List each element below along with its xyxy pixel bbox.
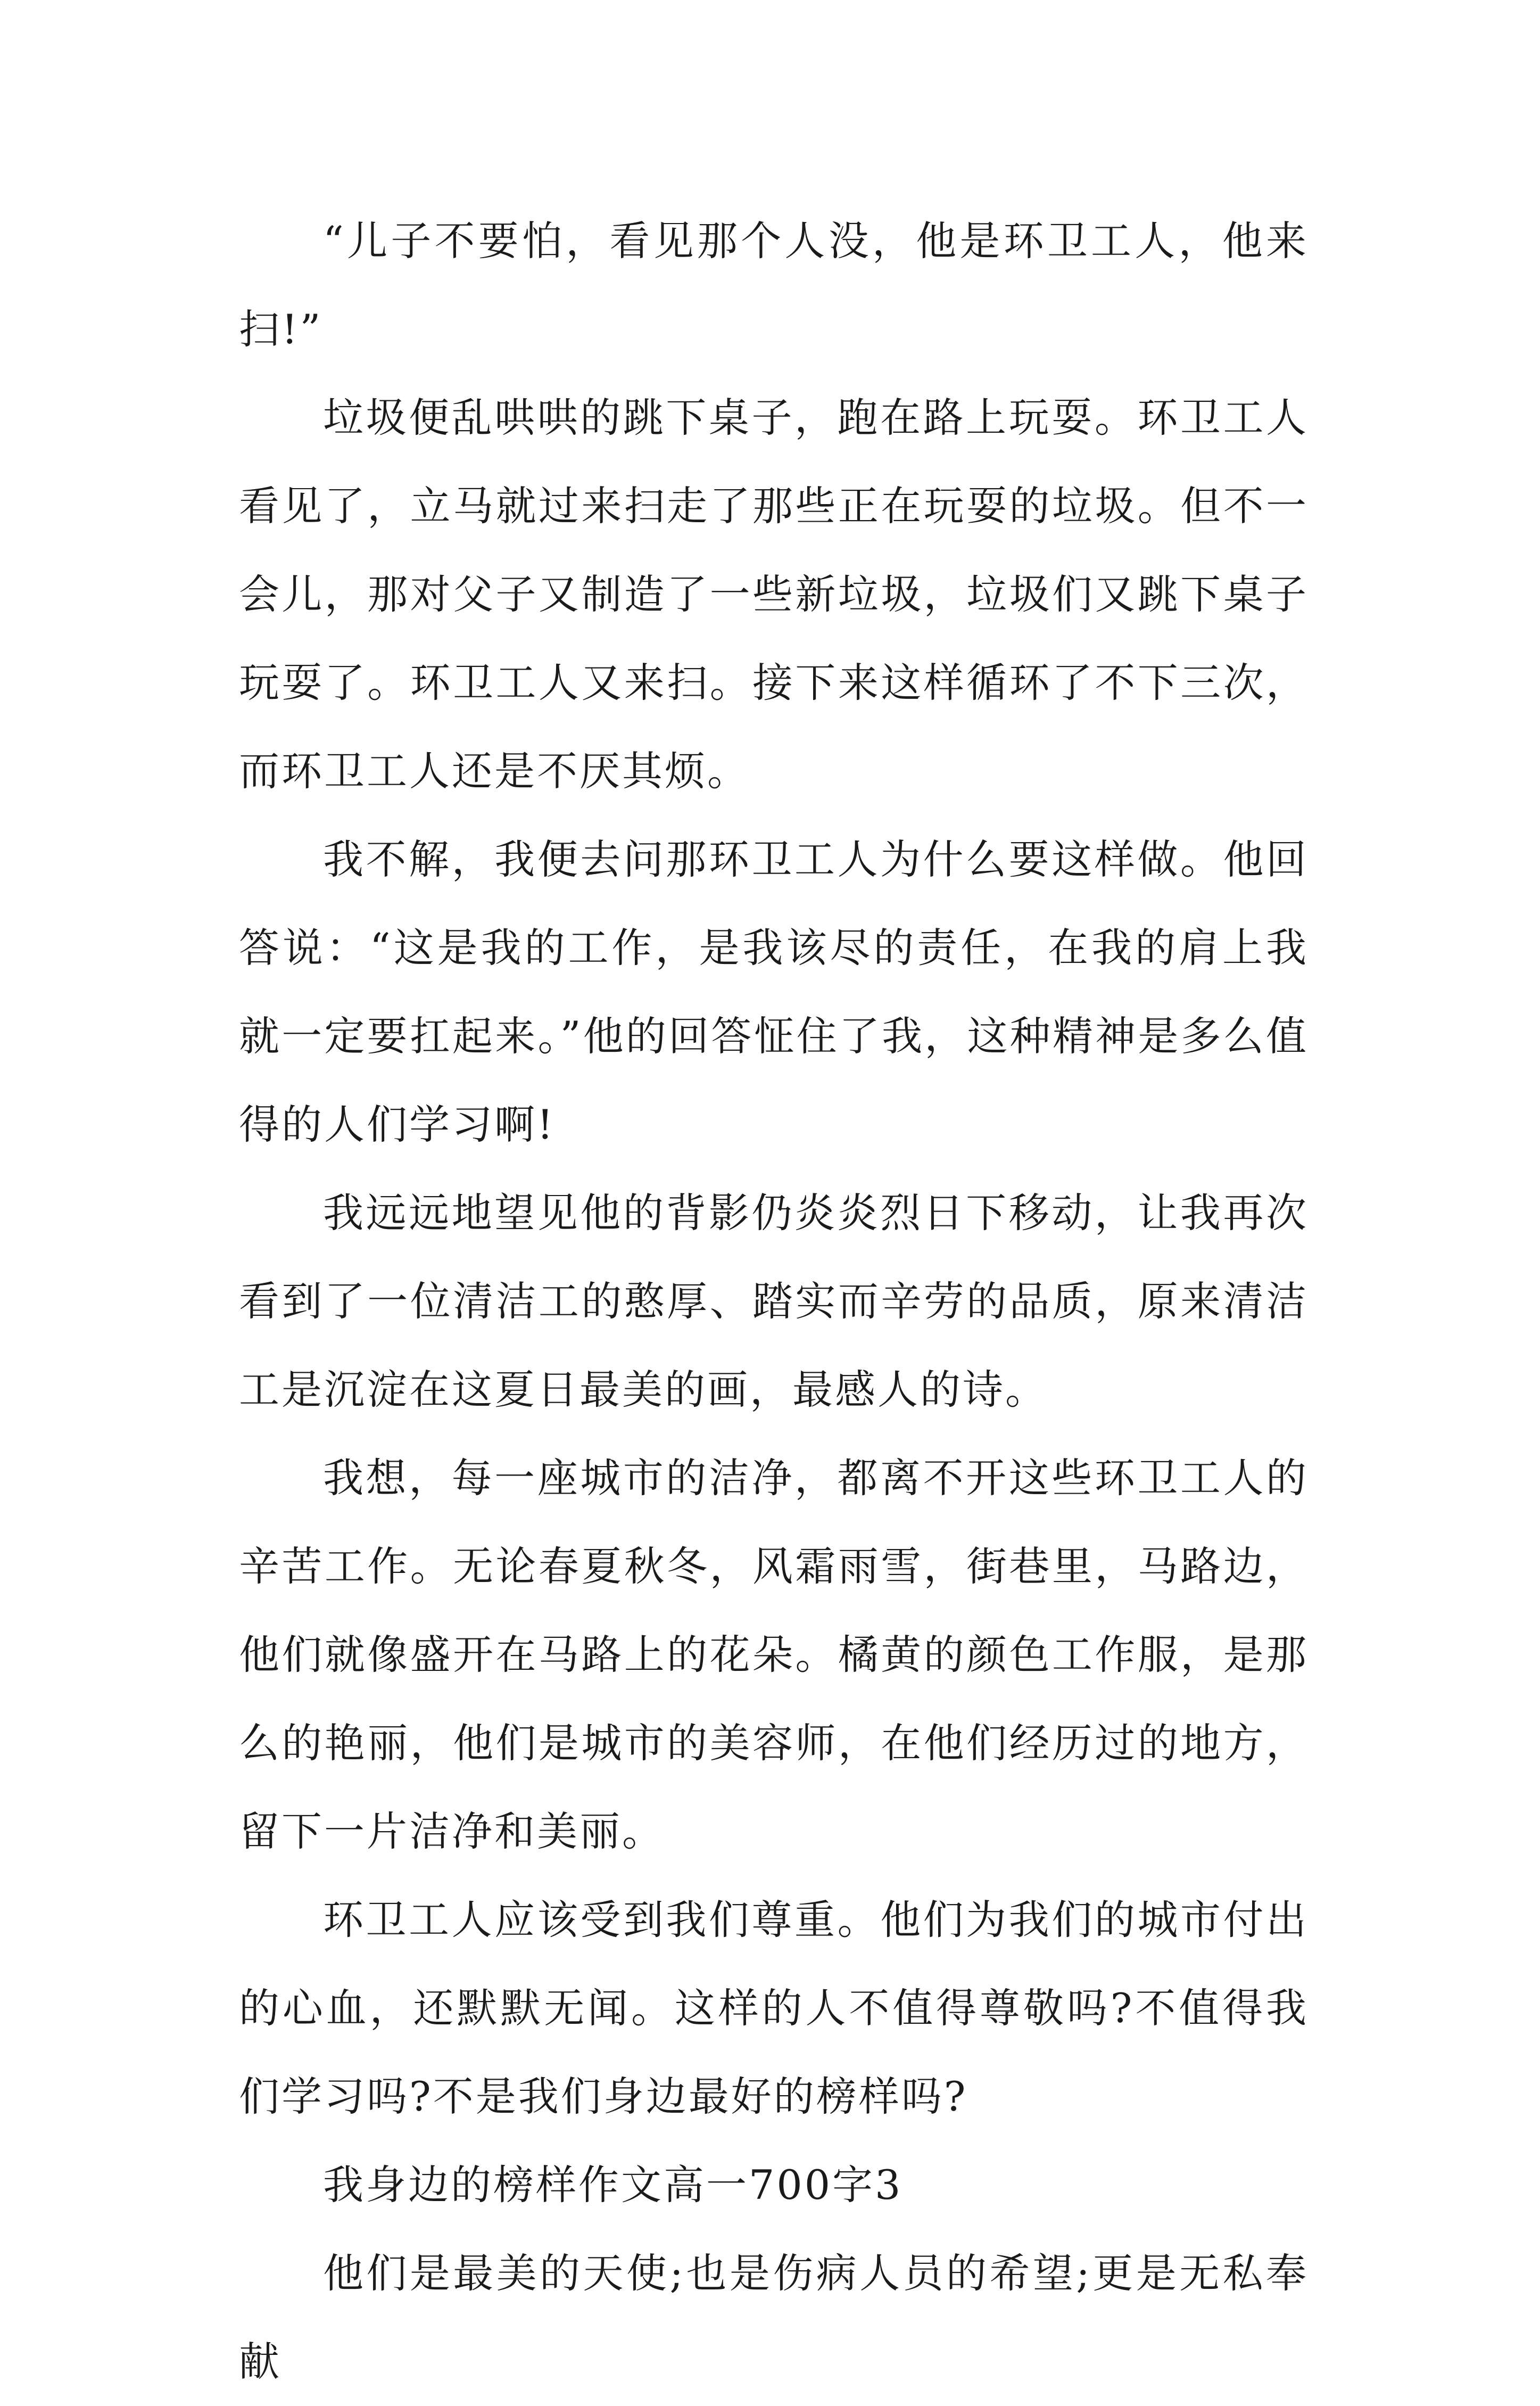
paragraph: 环卫工人应该受到我们尊重。他们为我们的城市付出的心血，还默默无闻。这样的人不值得尊敬吗?不值得我们学习吗?不是我们身边最好的榜样吗? bbox=[239, 1896, 1309, 2120]
document-body bbox=[239, 197, 1309, 2406]
paragraph: 我远远地望见他的背影仍炎炎烈日下移动，让我再次看到了一位清洁工的憨厚、踏实而辛劳的品质，原来清洁工是沉淀在这夏日最美的画，最感人的诗。 bbox=[239, 1189, 1309, 1413]
paragraph: 我想，每一座城市的洁净，都离不开这些环卫工人的辛苦工作。无论春夏秋冬，风霜雨雪，街巷里，马路边，他们就像盛开在马路上的花朵。橘黄的颜色工作服，是那么的艳丽，他们是城市的美容师，在他们经历过的地方，留下一片洁净和美丽。 bbox=[239, 1454, 1309, 1855]
paragraph: “儿子不要怕，看见那个人没，他是环卫工人，他来扫!” bbox=[239, 217, 1309, 353]
section-heading: 我身边的榜样作文高一700字3 bbox=[323, 2161, 903, 2209]
paragraph: 他们是最美的天使;也是伤病人员的希望;更是无私奉献 bbox=[239, 2250, 1309, 2385]
paragraph: 垃圾便乱哄哄的跳下桌子，跑在路上玩耍。环卫工人看见了，立马就过来扫走了那些正在玩耍的垃圾。但不一会儿，那对父子又制造了一些新垃圾，垃圾们又跳下桌子玩耍了。环卫工人又来扫。接下来这样循环了不下三次，而环卫工人还是不厌其烦。 bbox=[239, 394, 1309, 795]
paragraph: 我不解，我便去问那环卫工人为什么要这样做。他回答说：“这是我的工作，是我该尽的责任，在我的肩上我就一定要扛起来。”他的回答怔住了我，这种精神是多么值得的人们学习啊! bbox=[239, 836, 1309, 1148]
